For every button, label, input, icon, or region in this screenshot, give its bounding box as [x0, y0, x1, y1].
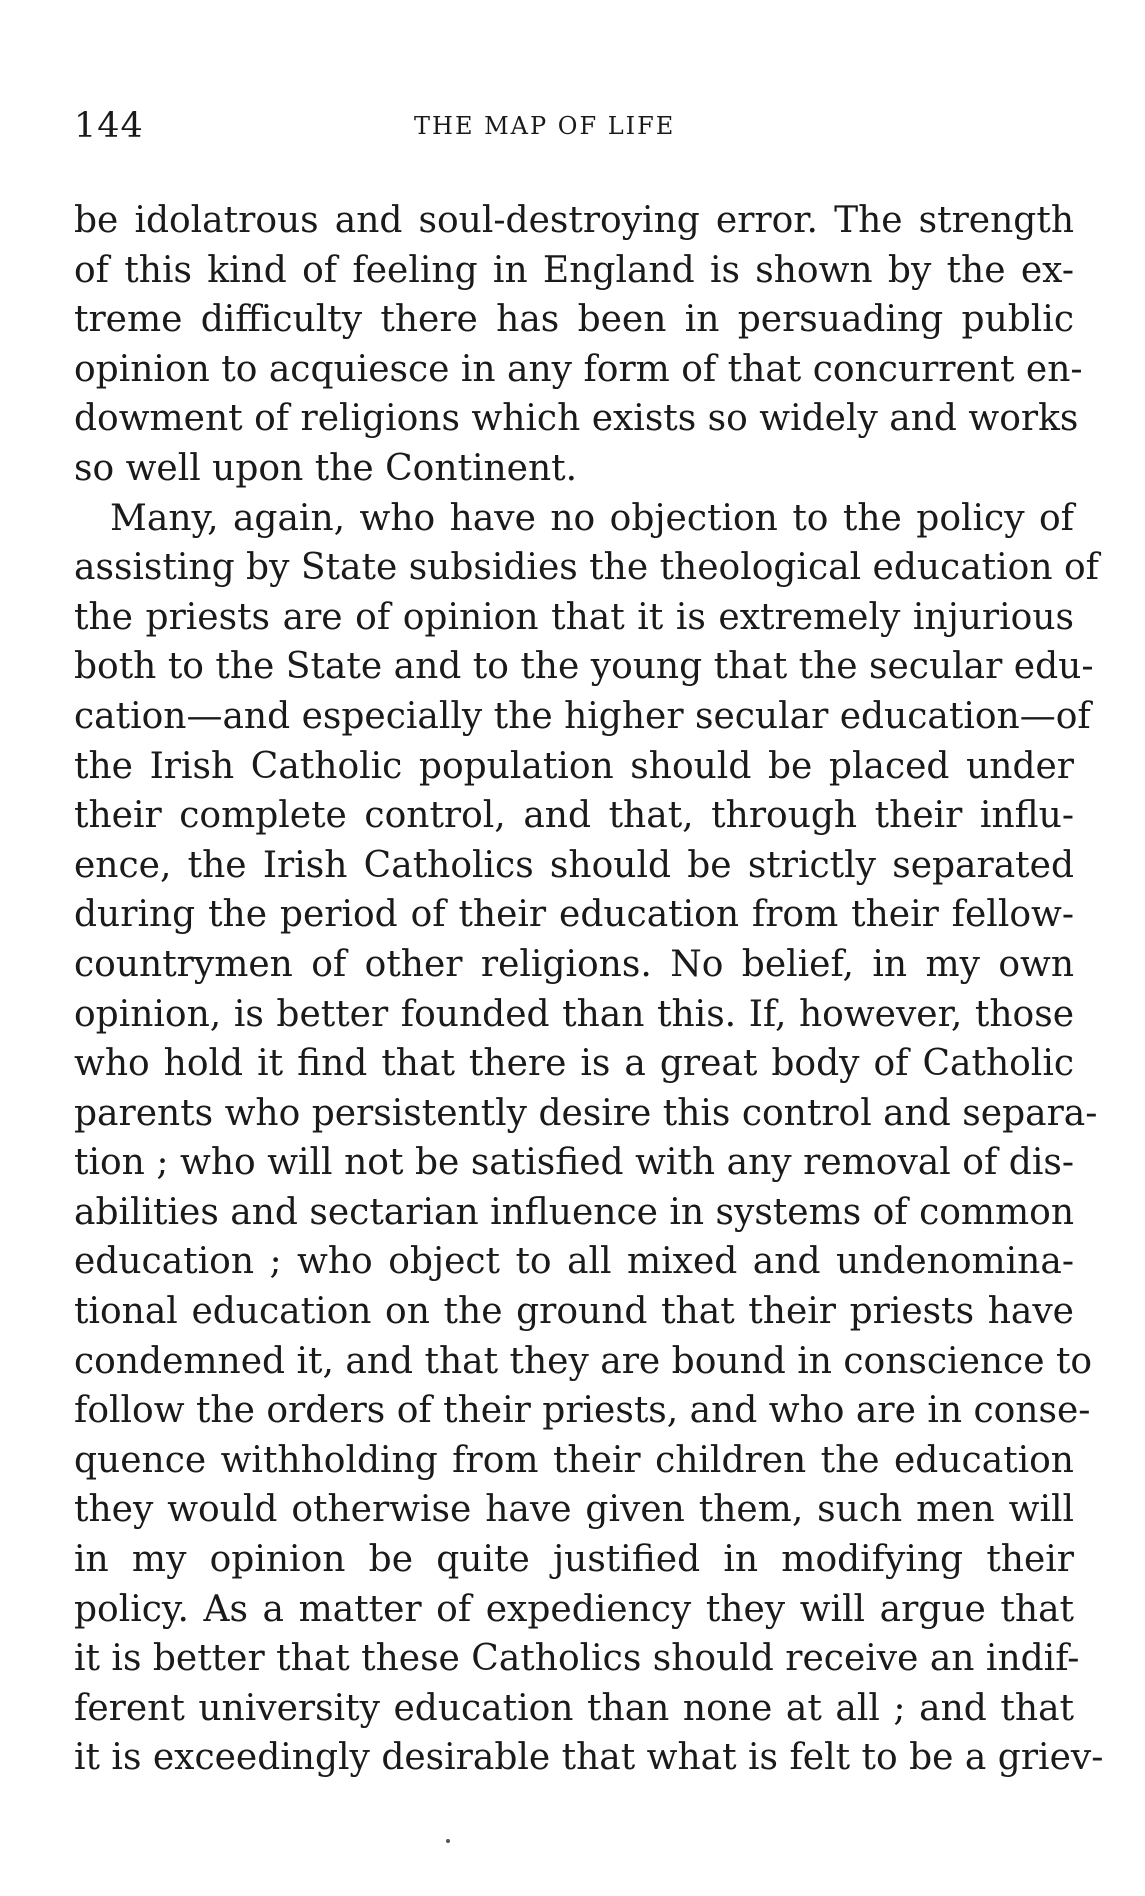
- text-line: they would otherwise have given them, such men will: [74, 1489, 1074, 1531]
- text-line: ferent university education than none at all ; and that: [74, 1687, 1074, 1729]
- text-line: quence withholding from their children the education: [74, 1439, 1074, 1481]
- text-line: during the period of their education from their fellow-: [74, 894, 1074, 936]
- text-line: tional education on the ground that their priests have: [74, 1291, 1074, 1333]
- text-line: follow the orders of their priests, and who are in conse-: [74, 1390, 1091, 1432]
- page-header: [74, 106, 1074, 146]
- paragraph-start-line: Many, again, who have no objection to the policy of: [110, 497, 1074, 539]
- text-line: policy. As a matter of expediency they will argue that: [74, 1588, 1074, 1630]
- text-line: of this kind of feeling in England is shown by the ex-: [74, 249, 1074, 291]
- text-line: it is better that these Catholics should receive an indif-: [74, 1638, 1080, 1680]
- text-line: in my opinion be quite justified in modifying their: [74, 1539, 1074, 1581]
- text-line: ence, the Irish Catholics should be strictly separated: [74, 844, 1074, 886]
- text-line: condemned it, and that they are bound in conscience to: [74, 1340, 1093, 1382]
- text-line: both to the State and to the young that the secular edu-: [74, 646, 1094, 688]
- text-line: education ; who object to all mixed and undenomina-: [74, 1241, 1074, 1283]
- text-line: be idolatrous and soul-destroying error. The strength: [74, 200, 1074, 241]
- body-text: [74, 196, 1104, 1783]
- text-line: the Irish Catholic population should be placed under: [74, 745, 1074, 787]
- text-line: assisting by State subsidies the theological education of: [74, 547, 1099, 589]
- text-line: dowment of religions which exists so widely and works: [74, 398, 1079, 440]
- text-line: it is exceedingly desirable that what is felt to be a griev-: [74, 1737, 1104, 1779]
- text-line: opinion, is better founded than this. If, however, those: [74, 993, 1074, 1035]
- text-line: abilities and sectarian influence in systems of common: [74, 1191, 1075, 1233]
- text-line: countrymen of other religions. No belief, in my own: [74, 943, 1074, 985]
- text-line: cation—and especially the higher secular education—of: [74, 695, 1091, 737]
- text-line: so well upon the Continent.: [74, 447, 578, 489]
- text-line: who hold it find that there is a great body of Catholic: [74, 1043, 1074, 1085]
- page-number: 144: [74, 106, 144, 146]
- running-title: THE MAP OF LIFE: [414, 112, 676, 140]
- text-line: parents who persistently desire this control and separa-: [74, 1092, 1098, 1134]
- text-line: treme difficulty there has been in persuading public: [74, 299, 1074, 341]
- text-line: tion ; who will not be satisfied with any removal of dis-: [74, 1142, 1074, 1184]
- print-speck: [446, 1839, 450, 1843]
- text-line: opinion to acquiesce in any form of that concurrent en-: [74, 348, 1083, 390]
- text-line: their complete control, and that, through their influ-: [74, 795, 1074, 837]
- text-line: the priests are of opinion that it is extremely injurious: [74, 596, 1074, 638]
